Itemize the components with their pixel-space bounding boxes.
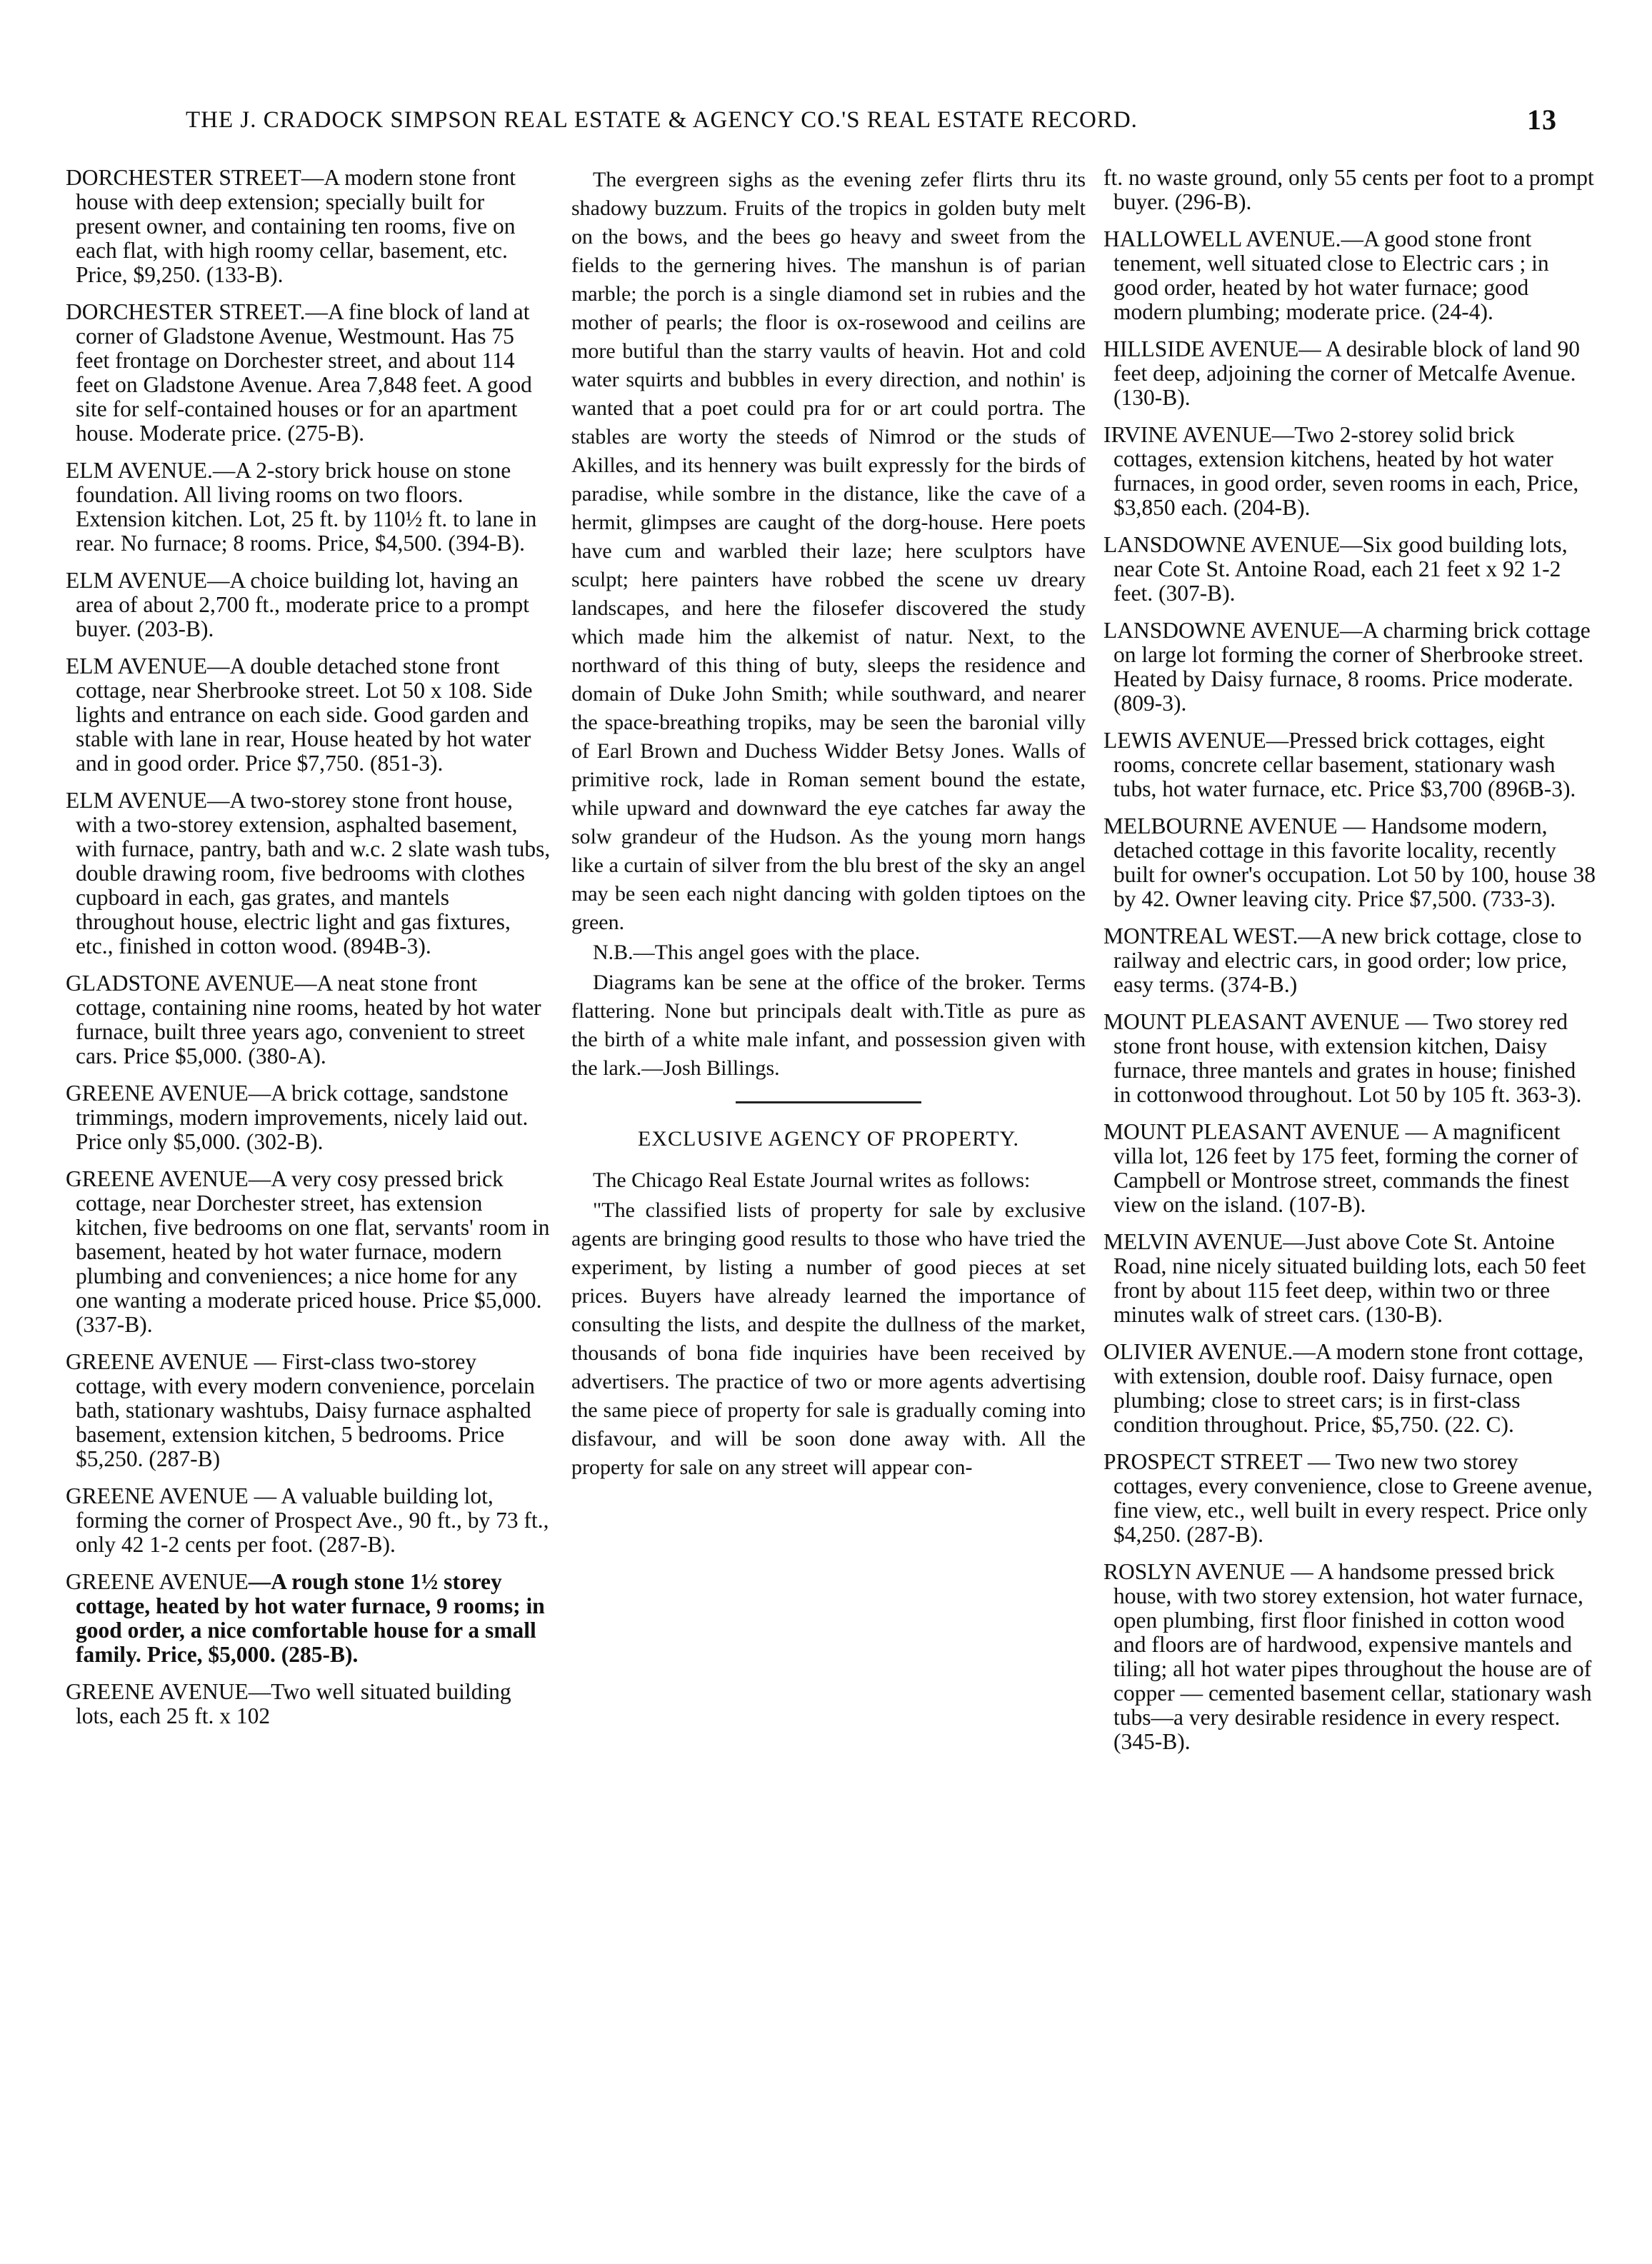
listing-text: —A rough stone 1½ storey cottage, heated by hot water furnace, 9 rooms; in good order, a nice comfortable house for a small family. Price, $5,000. (285-B). bbox=[76, 1569, 545, 1667]
listing-text: .—A modern stone front cottage, with extension, double roof. Daisy furnace, open plumbing; close to street cars; is in first-class condition throughout. Price, $5,750. (22. C). bbox=[1113, 1339, 1584, 1437]
listing-street: MELBOURNE AVENUE bbox=[1103, 813, 1338, 838]
listing-text: .—A fine block of land at corner of Gladstone Avenue, Westmount. Has 75 feet frontage on Dorchester street, and about 114 feet on Gladstone Avenue. Area 7,848 feet. A good site for self-contained houses or for an apartment house. Moderate price. (275-B). bbox=[76, 299, 532, 446]
article-paragraph: N.B.—This angel goes with the place. bbox=[593, 941, 921, 964]
listing-text: — Handsome modern, detached cottage in this favorite locality, recently built for owner's occupation. Lot 50 by 100, house 38 by 42. Owner leaving city. Price $7,500. (733-3). bbox=[1113, 813, 1596, 911]
listing bbox=[1103, 924, 1596, 997]
listing-street: MELVIN AVENUE bbox=[1103, 1229, 1283, 1254]
listing-text: — Two new two storey cottages, every convenience, close to Greene avenue, fine view, etc., well built in every respect. Price only $4,250. (287-B). bbox=[1113, 1449, 1593, 1547]
listing-text: —A neat stone front cottage, containing nine rooms, heated by hot water furnace, built three years ago, convenient to street cars. Price $5,000. (380-A). bbox=[76, 971, 541, 1068]
listing bbox=[1103, 227, 1596, 324]
listing bbox=[1103, 1120, 1596, 1217]
listing-street: GLADSTONE AVENUE bbox=[66, 971, 294, 996]
listing-text: —A two-storey stone front house, with a two-storey extension, asphalted basement, with furnace, pantry, bath and w.c. 2 slate wash tubs, double drawing room, five bedrooms with clothes cupboard in each, gas grates, and mantels throughout house, electric light and gas fixtures, etc., finished in cotton wood. (894B-3). bbox=[76, 788, 551, 958]
listing-text: —A modern stone front house with deep extension; specially built for present owner, and containing ten rooms, five on each flat, with high roomy cellar, basement, etc. Price, $9,250. (133-B). bbox=[76, 165, 516, 287]
listing bbox=[66, 1081, 551, 1154]
listing bbox=[66, 568, 551, 641]
listing-street: LEWIS AVENUE bbox=[1103, 728, 1266, 753]
listing-street: ELM AVENUE bbox=[66, 788, 208, 813]
listing bbox=[66, 1680, 551, 1728]
listing-text: — Two storey red stone front house, with extension kitchen, Daisy furnace, three mantels and grates in house; finished in cottonwood throughout. Lot 50 by 105 ft. 363-3). bbox=[1113, 1009, 1582, 1107]
listing-street: GREENE AVENUE bbox=[66, 1081, 249, 1106]
listing-street: ROSLYN AVENUE bbox=[1103, 1559, 1286, 1584]
listing bbox=[1103, 814, 1596, 911]
page-header bbox=[186, 104, 1557, 136]
listing-text: —Two well situated building lots, each 25 ft. x 102 bbox=[76, 1679, 511, 1728]
listing-text: —A charming brick cottage on large lot forming the corner of Sherbrooke street. Heated by Daisy furnace, 8 rooms. Price moderate. (809-3). bbox=[1113, 618, 1591, 716]
listing-text: — A desirable block of land 90 feet deep, adjoining the corner of Metcalfe Avenue. (130-B). bbox=[1113, 336, 1580, 410]
listing-street: PROSPECT STREET bbox=[1103, 1449, 1303, 1474]
listing-street: MOUNT PLEASANT AVENUE bbox=[1103, 1009, 1400, 1034]
page-title: THE J. CRADOCK SIMPSON REAL ESTATE & AGENCY CO.'S REAL ESTATE RECORD. bbox=[186, 107, 1138, 133]
listing bbox=[66, 654, 551, 776]
listing-street: GREENE AVENUE bbox=[66, 1679, 249, 1704]
listing-text: — A valuable building lot, forming the corner of Prospect Ave., 90 ft., by 73 ft., only 42 1-2 cents per foot. (287-B). bbox=[76, 1483, 549, 1557]
listing-street: GREENE AVENUE bbox=[66, 1349, 249, 1374]
listing-street: MONTREAL WEST bbox=[1103, 923, 1293, 948]
listing-street: ELM AVENUE bbox=[66, 653, 208, 678]
listing bbox=[1103, 337, 1596, 410]
article-paragraph: The evergreen sighs as the evening zefer flirts thru its shadowy buzzum. Fruits of the tropics in golden buty melt on the bows, and the bees go heavy and sweet from the fields to the gernering hives. The manshun is of parian marble; the porch is a single diamond set in rubies and the mother of pearls; the floor is ox-rosewood and ceilins are more butiful than the starry vaults of heavin. Hot and cold water squirts and bubbles in every direction, and nothin' is wanted that a poet could pra for or art could portra. The stables are worty the steeds of Nimrod or the studs of Akilles, and its hennery was built expressly for the birds of paradise, while sombre in the distance, like the cave of a hermit, glimpses are caught of the dorg-house. Here poets have cum and warbled their laze; here sculptors have sculpt; here painters have robbed the scene uv dreary landscapes, and here the filosefer discovered the study which made him the alkemist of natur. Next, to the northward of this thing of buty, sleeps the residence and domain of Duke John Smith; while southward, and nearer the space-breathing tropiks, may be seen the baronial villy of Earl Brown and Duchess Widder Betsy Jones. Walls of primitive rock, lade in Roman sement bound the estate, while upward and downward the eye catches far away the solw grandeur of the Hudson. As the young morn hangs like a curtain of silver from the blu brest of the sky an angel may be seen each night dancing with golden tiptoes on the green. bbox=[571, 168, 1086, 934]
listing bbox=[66, 971, 551, 1068]
listing-text: —A choice building lot, having an area of about 2,700 ft., moderate price to a prompt buyer. (203-B). bbox=[76, 568, 530, 641]
listing bbox=[1103, 533, 1596, 606]
listing-street: DORCHESTER STREET bbox=[66, 165, 301, 190]
listing-street: ELM AVENUE bbox=[66, 458, 208, 483]
listing-street: HILLSIDE AVENUE bbox=[1103, 336, 1299, 361]
listing-street: OLIVIER AVENUE bbox=[1103, 1339, 1288, 1364]
listing bbox=[66, 1570, 551, 1667]
listing-text: .—A new brick cottage, close to railway and electric cars, in good order; low price, easy terms. (374-B.) bbox=[1113, 923, 1582, 997]
left-column bbox=[66, 166, 551, 1741]
listing bbox=[66, 459, 551, 556]
listing-text: — A handsome pressed brick house, with two storey extension, hot water furnace, open plumbing, first floor finished in cotton wood and floors are of hardwood, expensive mantels and tiling; all hot water pipes throughout the house are of copper — cemented basement cellar, stationary wash tubs—a very desirable residence in every respect. (345-B). bbox=[1113, 1559, 1592, 1754]
listing-text: —Two 2-storey solid brick cottages, extension kitchens, heated by hot water furnaces, in good order, seven rooms in each, Price, $3,850 each. (204-B). bbox=[1113, 422, 1579, 520]
listing-street: LANSDOWNE AVENUE bbox=[1103, 532, 1341, 557]
listing bbox=[1103, 1560, 1596, 1754]
article-paragraph: "The classified lists of property for sale by exclusive agents are bringing good results to those who have tried the experiment, by listing a number of good pieces at set prices. Buyers have already learned the importance of consulting the lists, and despite the dullness of the market, thousands of bona fide inquiries have been received by advertisers. The practice of two or more agents advertising the same piece of property for sale is gradually coming into disfavour, and will be soon done away with. All the property for sale on any street will appear con- bbox=[571, 1198, 1086, 1479]
listing bbox=[1103, 728, 1596, 801]
listing-street: IRVINE AVENUE bbox=[1103, 422, 1272, 447]
listing-street: ELM AVENUE bbox=[66, 568, 208, 593]
listing-text: — First-class two-storey cottage, with every modern convenience, porcelain bath, stationary washtubs, Daisy furnace asphalted basement, extension kitchen, 5 bedrooms. Price $5,250. (287-B) bbox=[76, 1349, 535, 1471]
listing-street: MOUNT PLEASANT AVENUE bbox=[1103, 1119, 1400, 1144]
listing bbox=[1103, 166, 1596, 214]
listing-street: GREENE AVENUE bbox=[66, 1569, 249, 1594]
listing-text: — A magnificent villa lot, 126 feet by 175 feet, forming the corner of Campbell or Montrose street, commands the finest view on the island. (107-B). bbox=[1113, 1119, 1578, 1217]
listing-text: .—A 2-story brick house on stone foundation. All living rooms on two floors. Extension kitchen. Lot, 25 ft. by 110½ ft. to lane in rear. No furnace; 8 rooms. Price, $4,500. (394-B). bbox=[76, 458, 537, 556]
listing-street: GREENE AVENUE bbox=[66, 1166, 249, 1191]
middle-column bbox=[571, 166, 1086, 1483]
listing bbox=[66, 166, 551, 287]
listing-text: ft. no waste ground, only 55 cents per foot to a prompt buyer. (296-B). bbox=[1103, 165, 1594, 214]
listing-text: —Pressed brick cottages, eight rooms, concrete cellar basement, stationary wash tubs, hot water furnace, etc. Price $3,700 (896B-3). bbox=[1113, 728, 1576, 801]
page-number: 13 bbox=[1527, 104, 1557, 136]
listing bbox=[1103, 423, 1596, 520]
listing-street: DORCHESTER STREET bbox=[66, 299, 300, 324]
listing-text: —A very cosy pressed brick cottage, near Dorchester street, has extension kitchen, five bedrooms on one flat, servants' room in basement, heated by hot water furnace, modern plumbing and conveniences; a nice home for any one wanting a moderate priced house. Price $5,000. (337-B). bbox=[76, 1166, 550, 1337]
listing bbox=[66, 1167, 551, 1337]
section-heading: EXCLUSIVE AGENCY OF PROPERTY. bbox=[638, 1127, 1019, 1151]
listing-text: —A brick cottage, sandstone trimmings, modern improvements, nicely laid out. Price only $5,000. (302-B). bbox=[76, 1081, 529, 1154]
listing-text: —Just above Cote St. Antoine Road, nine nicely situated building lots, each 50 feet front by about 115 feet deep, within two or three minutes walk of street cars. (130-B). bbox=[1113, 1229, 1586, 1327]
listing bbox=[1103, 618, 1596, 716]
listing bbox=[1103, 1230, 1596, 1327]
listing bbox=[66, 300, 551, 446]
listing-street: LANSDOWNE AVENUE bbox=[1103, 618, 1341, 643]
listing-street: HALLOWELL AVENUE bbox=[1103, 226, 1336, 251]
listing bbox=[1103, 1010, 1596, 1107]
section-divider bbox=[736, 1101, 921, 1103]
article-paragraph: Diagrams kan be sene at the office of the broker. Terms flattering. None but principals dealt with.Title as pure as the birth of a white male infant, and possession given with the lark.—Josh Billings. bbox=[571, 971, 1086, 1080]
listing bbox=[66, 788, 551, 958]
listing bbox=[1103, 1340, 1596, 1437]
listing bbox=[66, 1484, 551, 1557]
listing-text: .—A good stone front tenement, well situated close to Electric cars ; in good order, heated by hot water furnace; good modern plumbing; moderate price. (24-4). bbox=[1113, 226, 1549, 324]
listing-text: —Six good building lots, near Cote St. Antoine Road, each 21 feet x 92 1-2 feet. (307-B). bbox=[1113, 532, 1568, 606]
listing-street: GREENE AVENUE bbox=[66, 1483, 249, 1508]
right-column bbox=[1103, 166, 1596, 1767]
listing-text: —A double detached stone front cottage, near Sherbrooke street. Lot 50 x 108. Side lights and entrance on each side. Good garden and stable with lane in rear, House heated by hot water and in good order. Price $7,750. (851-3). bbox=[76, 653, 533, 776]
article-paragraph: The Chicago Real Estate Journal writes as follows: bbox=[593, 1168, 1031, 1192]
listing bbox=[66, 1350, 551, 1471]
listing bbox=[1103, 1450, 1596, 1547]
